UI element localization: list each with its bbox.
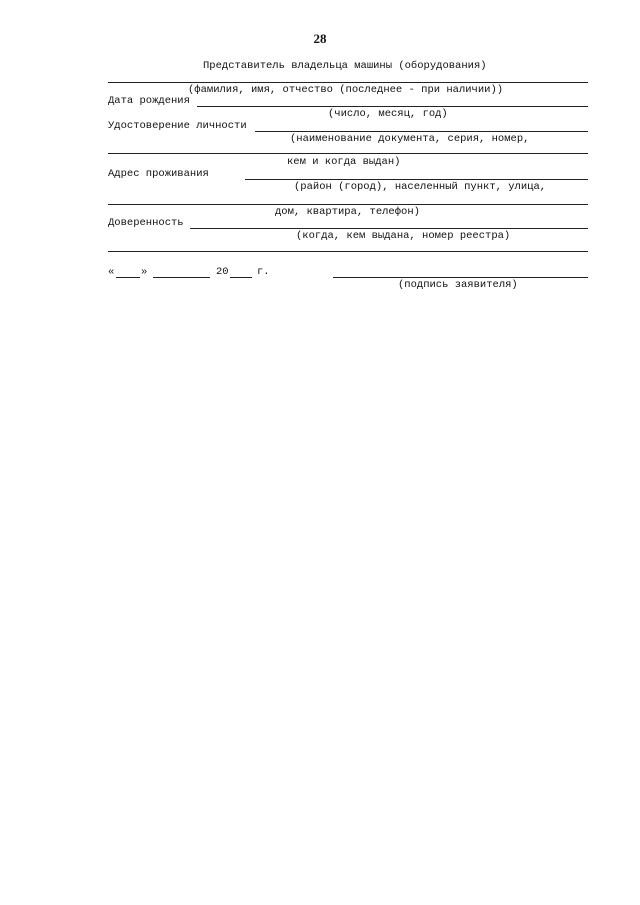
- date-quote-open: «: [108, 266, 115, 278]
- date-day-line[interactable]: [116, 277, 140, 278]
- proxy-caption: (когда, кем выдана, номер реестра): [296, 230, 511, 242]
- date-month-line[interactable]: [153, 277, 210, 278]
- birth-caption: (число, месяц, год): [328, 108, 448, 120]
- birth-label: Дата рождения: [108, 95, 190, 107]
- birth-line[interactable]: [197, 106, 588, 107]
- proxy-line-2[interactable]: [108, 251, 588, 252]
- date-year-suffix: г.: [257, 266, 270, 278]
- address-caption-1: (район (город), населенный пункт, улица,: [294, 181, 547, 193]
- page-number: 28: [313, 31, 327, 46]
- signature-line[interactable]: [333, 277, 588, 278]
- id-caption-1: (наименование документа, серия, номер,: [290, 133, 530, 145]
- id-line-2[interactable]: [108, 153, 588, 154]
- date-quote-close: »: [141, 266, 148, 278]
- proxy-line[interactable]: [190, 228, 588, 229]
- date-year-prefix: 20: [216, 266, 229, 278]
- signature-caption: (подпись заявителя): [398, 279, 518, 291]
- address-label: Адрес проживания: [108, 168, 209, 180]
- id-caption-2: кем и когда выдан): [287, 156, 401, 168]
- date-year-line[interactable]: [230, 277, 252, 278]
- address-line-2[interactable]: [108, 204, 588, 205]
- address-line[interactable]: [245, 179, 588, 180]
- id-line[interactable]: [255, 131, 588, 132]
- address-caption-2: дом, квартира, телефон): [275, 206, 420, 218]
- name-line[interactable]: [108, 82, 588, 83]
- form-title: Представитель владельца машины (оборудования): [203, 60, 487, 72]
- id-label: Удостоверение личности: [108, 120, 247, 132]
- proxy-label: Доверенность: [108, 217, 184, 229]
- name-caption: (фамилия, имя, отчество (последнее - при наличии)): [188, 84, 504, 96]
